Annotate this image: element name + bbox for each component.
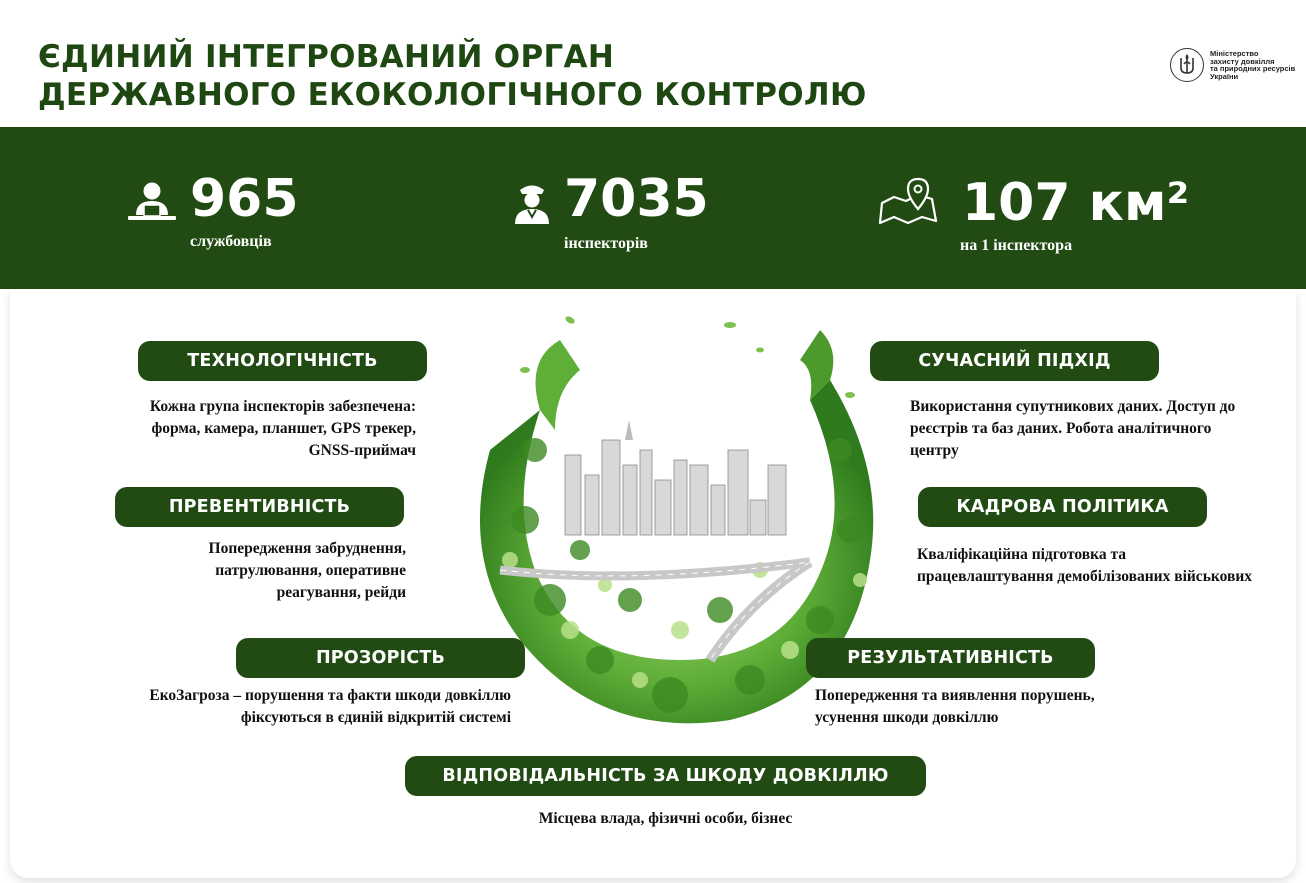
stat-inspectors-value: 7035 <box>564 169 709 229</box>
stat-staff-value: 965 <box>190 169 299 229</box>
pill-responsibility: ВІДПОВІДАЛЬНІСТЬ ЗА ШКОДУ ДОВКІЛЛЮ <box>405 756 926 796</box>
trident-emblem-icon <box>1170 48 1204 82</box>
pill-effectiveness: РЕЗУЛЬТАТИВНІСТЬ <box>806 638 1095 678</box>
stats-band <box>0 127 1306 289</box>
desc-responsibility: Місцева влада, фізичні особи, бізнес <box>538 810 793 827</box>
desc-hr-policy: Кваліфікаційна підготовка та працевлаштування демобілізованих військових <box>917 546 1253 585</box>
desc-modern-approach: Використання супутникових даних. Доступ до реєстрів та баз даних. Робота аналітичного центру <box>910 398 1236 459</box>
pill-transparency: ПРОЗОРІСТЬ <box>236 638 525 678</box>
inspector-icon <box>512 181 552 225</box>
title-line-2: ДЕРЖАВНОГО ЕКОКОЛОГІЧНОГО КОНТРОЛЮ <box>38 77 867 113</box>
desc-technology: Кожна група інспекторів забезпечена: форма, камера, планшет, GPS трекер, GNSS-приймач <box>149 398 416 459</box>
desc-transparency: ЕкоЗагроза – порушення та факти шкоди довкіллю фіксуються в єдиній відкритій системі <box>149 687 511 726</box>
pill-modern-approach: СУЧАСНИЙ ПІДХІД <box>870 341 1159 381</box>
title-line-1: ЄДИНИЙ ІНТЕГРОВАНИЙ ОРГАН <box>38 39 615 75</box>
stat-inspectors-label: інспекторів <box>564 235 648 252</box>
pill-hr-policy: КАДРОВА ПОЛІТИКА <box>918 487 1207 527</box>
ministry-name: Міністерство захисту довкілля та природних ресурсів України <box>1210 49 1296 81</box>
map-pin-icon <box>878 177 940 225</box>
stat-area-label: на 1 інспектора <box>960 237 1073 254</box>
pill-prevention: ПРЕВЕНТИВНІСТЬ <box>115 487 404 527</box>
office-worker-icon <box>126 181 178 223</box>
pill-technology: ТЕХНОЛОГІЧНІСТЬ <box>138 341 427 381</box>
stat-area-value: 107 км² <box>962 173 1190 233</box>
page-title <box>38 38 867 114</box>
stat-staff-label: службовців <box>190 233 272 250</box>
ministry-logo <box>1170 48 1306 82</box>
desc-effectiveness: Попередження та виявлення порушень, усунення шкоди довкіллю <box>815 687 1095 726</box>
desc-prevention: Попередження забруднення, патрулювання, оперативне реагування, рейди <box>208 540 406 601</box>
